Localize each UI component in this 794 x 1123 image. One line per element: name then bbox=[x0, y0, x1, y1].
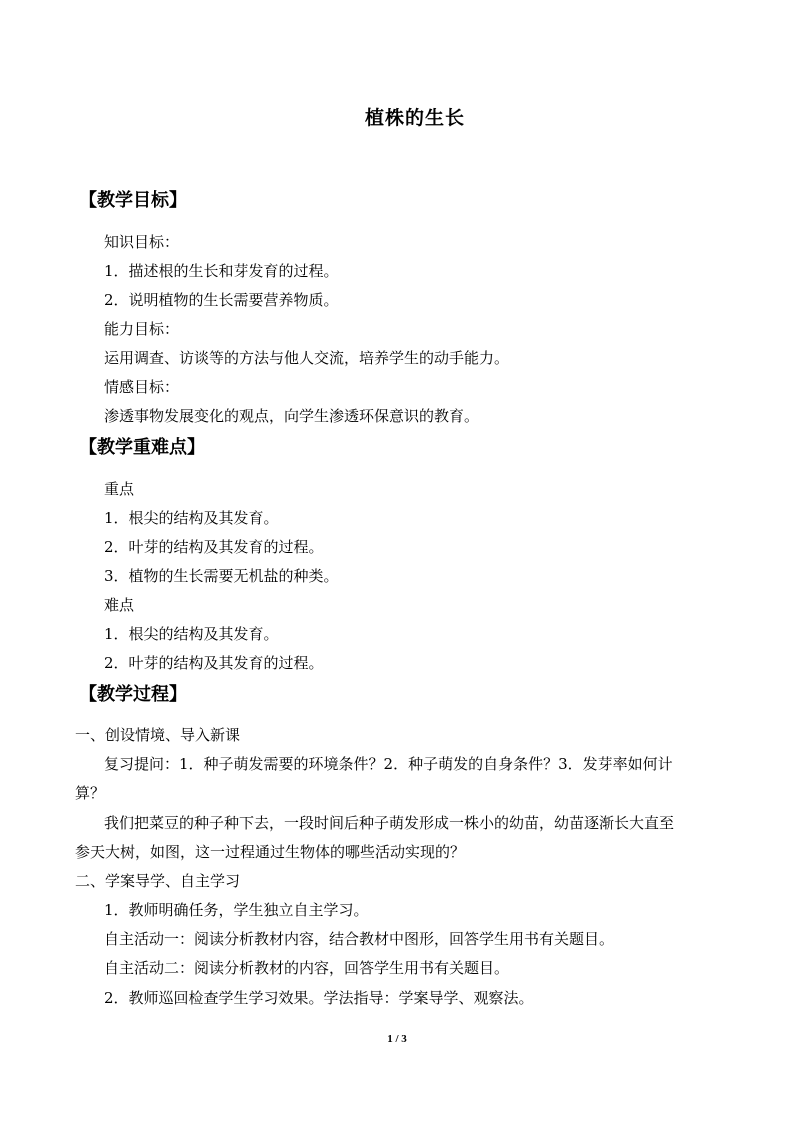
page-number: 1 / 3 bbox=[387, 1033, 407, 1045]
emotion-label: 情感目标： bbox=[104, 378, 180, 396]
ability-label: 能力目标： bbox=[104, 320, 180, 338]
process-step-1: 1．教师明确任务，学生独立自主学习。 bbox=[104, 901, 369, 919]
activity-2: 自主活动二：阅读分析教材的内容，回答学生用书有关题目。 bbox=[104, 959, 510, 977]
intro-paragraph-line-1: 我们把菜豆的种子种下去，一段时间后种子萌发形成一株小的幼苗，幼苗逐渐长大直至 bbox=[104, 814, 675, 832]
knowledge-item-1: 1．描述根的生长和芽发育的过程。 bbox=[104, 262, 339, 280]
review-question-line-2: 算？ bbox=[75, 784, 106, 802]
section-heading-key-points: 【教学重难点】 bbox=[79, 437, 205, 458]
key-item-3: 3．植物的生长需要无机盐的种类。 bbox=[104, 567, 339, 585]
part2-title: 二、学案导学、自主学习 bbox=[75, 872, 241, 890]
key-item-2: 2．叶芽的结构及其发育的过程。 bbox=[104, 538, 324, 556]
key-item-1: 1．根尖的结构及其发育。 bbox=[104, 509, 279, 527]
knowledge-label: 知识目标： bbox=[104, 233, 180, 251]
process-step-2: 2．教师巡回检查学生学习效果。学法指导：学案导学、观察法。 bbox=[104, 989, 534, 1007]
review-question-line-1: 复习提问：1．种子萌发需要的环境条件？2．种子萌发的自身条件？3．发芽率如何计 bbox=[104, 755, 673, 773]
part1-title: 一、创设情境、导入新课 bbox=[75, 726, 241, 744]
key-label: 重点 bbox=[104, 480, 135, 498]
difficult-item-1: 1．根尖的结构及其发育。 bbox=[104, 625, 279, 643]
ability-text: 运用调查、访谈等的方法与他人交流，培养学生的动手能力。 bbox=[104, 349, 510, 367]
intro-paragraph-line-2: 参天大树，如图，这一过程通过生物体的哪些活动实现的？ bbox=[75, 843, 466, 861]
activity-1: 自主活动一：阅读分析教材内容，结合教材中图形，回答学生用书有关题目。 bbox=[104, 930, 615, 948]
knowledge-item-2: 2．说明植物的生长需要营养物质。 bbox=[104, 291, 339, 309]
difficult-item-2: 2．叶芽的结构及其发育的过程。 bbox=[104, 654, 324, 672]
section-heading-objectives: 【教学目标】 bbox=[79, 190, 187, 211]
difficult-label: 难点 bbox=[104, 596, 135, 614]
document-title: 植株的生长 bbox=[364, 107, 465, 129]
emotion-text: 渗透事物发展变化的观点，向学生渗透环保意识的教育。 bbox=[104, 407, 480, 425]
section-heading-process: 【教学过程】 bbox=[79, 684, 187, 705]
